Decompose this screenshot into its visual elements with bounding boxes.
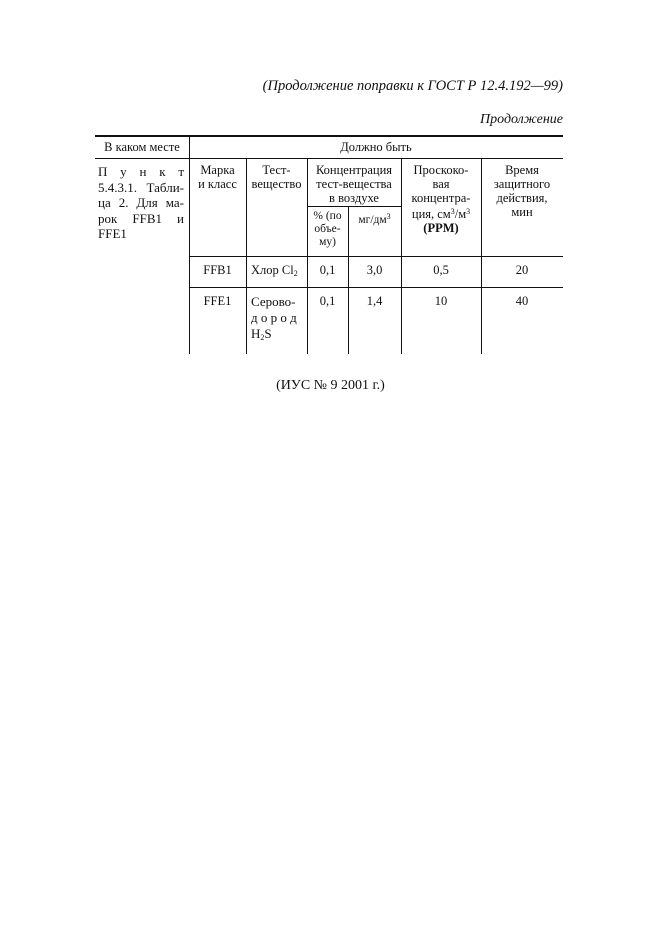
row2-leak: 10: [434, 294, 448, 308]
row1-substance: Хлор $Cl_2$: [251, 263, 298, 278]
header-bottom-rule: [95, 158, 563, 159]
test-substance-header: Тест- вещество: [251, 163, 302, 191]
place-cell: П у н к т 5.4.3.1. Табли- ца 2. Для ма- рок FFB1 и FFE1: [98, 164, 184, 241]
time-header: Время защитного действия, мин: [493, 163, 551, 219]
concentration-header: Концентрация тест-вещества в воздухе: [315, 163, 393, 205]
row2-brand: FFE1: [203, 294, 232, 308]
col-place-header: В каком месте: [104, 140, 180, 154]
table-row: [189, 263, 563, 283]
conc-split-rule: [307, 206, 401, 207]
footer-note: (ИУС № 9 2001 г.): [276, 378, 385, 393]
brand-header: Марка и класс: [198, 163, 237, 191]
row2-time: 40: [515, 294, 529, 308]
row2-substance: Серово- д о р о д $H_2S$: [251, 294, 297, 342]
table-row: [189, 294, 563, 354]
row1-pct: 0,1: [319, 263, 336, 277]
row1-brand: FFB1: [203, 263, 232, 277]
row1-leak: 0,5: [433, 263, 449, 277]
col-should-header: Должно быть: [340, 140, 412, 154]
table-top-rule: [95, 135, 563, 137]
row2-mg: 1,4: [366, 294, 383, 308]
leak-header: Проскоко- вая концентра- ция, $см^3/м^3$ (PPM): [411, 163, 471, 235]
row1-time: 20: [515, 263, 529, 277]
continuation-label: Продолжение: [480, 112, 563, 127]
row2-pct: 0,1: [319, 294, 336, 308]
conc-mg-header: $мг/дм^3$: [358, 212, 391, 226]
document-header: (Продолжение поправки к ГОСТ Р 12.4.192—99): [262, 78, 563, 94]
row1-mg: 3,0: [366, 263, 383, 277]
conc-pct-header: % (по объе- му): [313, 210, 342, 248]
